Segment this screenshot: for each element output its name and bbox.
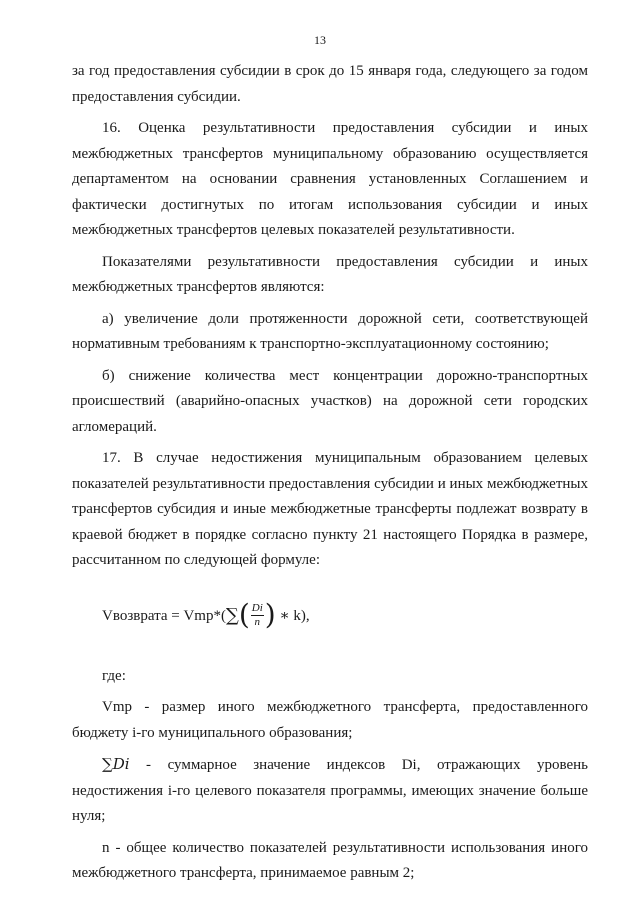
where-label: где:	[102, 667, 126, 684]
paragraph-indicator-b: б) снижение количества мест концентрации дорожно-транспортных происшествий (аварийно-опасных участков) на дорожной сети городских агломераций.	[72, 367, 588, 435]
formula-tail: ∗ k),	[275, 607, 310, 624]
refund-formula	[102, 597, 588, 631]
formula-open-paren: (	[238, 597, 250, 631]
sum-di-symbol: ∑Di	[102, 755, 130, 773]
document-body	[72, 59, 588, 893]
definition-n: n - общее количество показателей результативности использования иного межбюджетного трансферта, принимаемое равным 2;	[72, 839, 588, 881]
definition-vmp: Vmp - размер иного межбюджетного трансферта, предоставленного бюджету i-го муниципального образования;	[72, 699, 588, 741]
definition-sum-di	[72, 752, 588, 830]
paragraph-indicators-intro: Показателями результативности предоставления субсидии и иных межбюджетных трансфертов являются:	[72, 253, 588, 295]
formula-close-paren: )	[264, 597, 276, 631]
paragraph-continuation: за год предоставления субсидии в срок до 15 января года, следующего за годом предоставления субсидии.	[72, 63, 588, 105]
formula-numerator: Di	[251, 602, 263, 614]
formula-fraction	[251, 602, 264, 629]
paragraph-indicator-a: а) увеличение доли протяженности дорожной сети, соответствующей нормативным требованиям к транспортно-эксплуатационному состоянию;	[72, 310, 588, 352]
paragraph-16: 16. Оценка результативности предоставления субсидии и иных межбюджетных трансфертов муниципальному образованию осуществляется департаментом на основании сравнения установленных Соглашением и фактически достигнутых по итогам использования субсидии и иных межбюджетных трансфертов целевых показателей результативности.	[72, 120, 588, 238]
formula-denominator: n	[254, 616, 260, 628]
paragraph-17: 17. В случае недостижения муниципальным образованием целевых показателей результативности предоставления субсидии и иных межбюджетных трансфертов субсидия и иные межбюджетные трансферты подлежат возврату в краевой бюджет в порядке согласно пункту 21 настоящего Порядка в размере, рассчитанном по следующей формуле:	[72, 450, 588, 568]
sum-di-text: - суммарное значение индексов Di, отражающих уровень недостижения i-го целевого показателя программы, имеющих значение больше нуля;	[72, 757, 588, 824]
formula-sum-sign: ∑	[225, 604, 239, 626]
page-number: 13	[314, 33, 326, 47]
formula-lhs: Vвозврата = Vmp*(	[102, 607, 226, 624]
